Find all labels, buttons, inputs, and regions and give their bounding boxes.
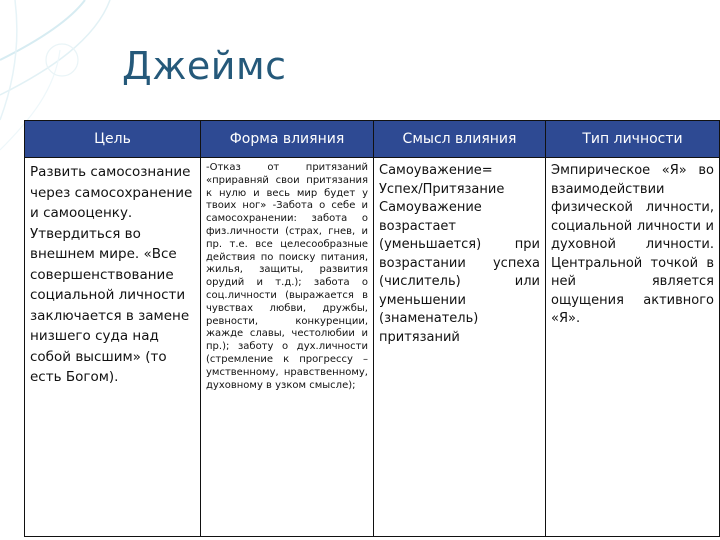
comparison-table <box>24 120 720 537</box>
header-meaning: Смысл влияния <box>374 121 546 158</box>
header-form: Форма влияния <box>201 121 374 158</box>
table-header-row <box>25 121 720 158</box>
cell-form: -Отказ от притязаний «приравняй свои притязания к нулю и весь мир будет у твоих ног» -Забота о себе и самосохранении: забота о физ.личности (страх, гнев, и пр. т.е. все целесообразные действия по поиску питания, жилья, защиты, развития орудий и т.д.); забота о соц.личности (выражается в чувствах любви, дружбы, ревности, конкуренции, жажде славы, честолюбии и пр.); заботу о дух.личности (стремление к прогрессу – умственному, нравственному, духовному в узком смысле); <box>201 158 374 537</box>
page-title: Джеймс <box>122 44 287 88</box>
cell-goal: Развить самосознание через самосохранение и самооценку. Утвердиться во внешнем мире. «Все совершенствование социальной личности заключается в замене низшего суда над собой высшим» (то есть Богом). <box>25 158 201 537</box>
cell-meaning: Самоуважение= Успех/Притязание Самоуважение возрастает (уменьшается) при возрастании успеха (числитель) или уменьшении (знаменатель) притязаний <box>374 158 546 537</box>
cell-type: Эмпирическое «Я» во взаимодействии физической личности, социальной личности и духовной личности. Центральной точкой в ней является ощущения активного «Я». <box>546 158 720 537</box>
header-type: Тип личности <box>546 121 720 158</box>
table-row <box>25 158 720 537</box>
header-goal: Цель <box>25 121 201 158</box>
